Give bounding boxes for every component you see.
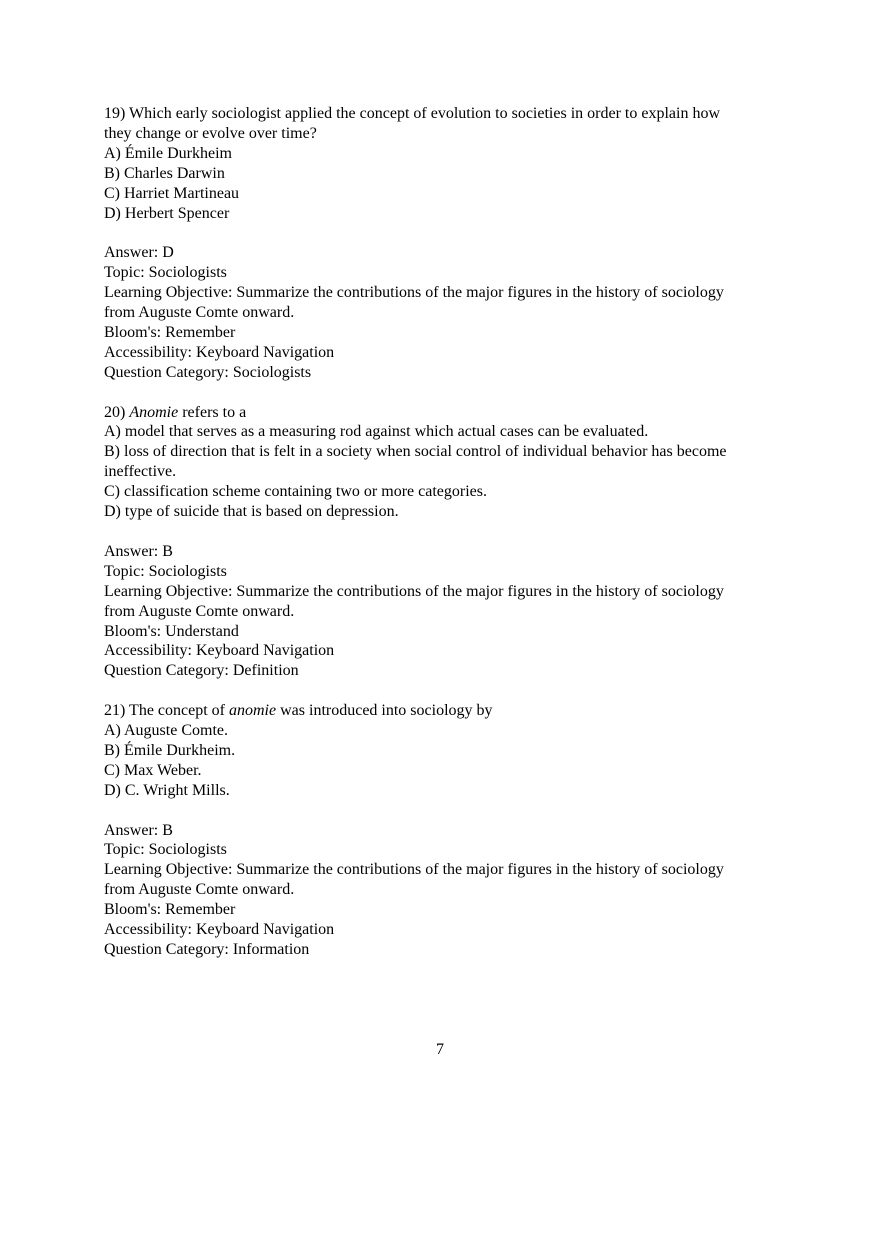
answer-option: D) Herbert Spencer bbox=[104, 204, 230, 222]
question-19-metadata bbox=[104, 243, 794, 382]
answer-option: A) Émile Durkheim bbox=[104, 144, 232, 162]
answer-option: B) loss of direction that is felt in a society when social control of individual behavior has become bbox=[104, 443, 727, 461]
learning-objective: Learning Objective: Summarize the contributions of the major figures in the history of sociology bbox=[104, 284, 724, 302]
blooms-level: Bloom's: Understand bbox=[104, 622, 239, 640]
question-20-metadata bbox=[104, 542, 794, 681]
answer-option: C) classification scheme containing two or more categories. bbox=[104, 483, 487, 501]
question-19 bbox=[104, 104, 794, 223]
question-stem: 19) Which early sociologist applied the concept of evolution to societies in order to explain how bbox=[104, 105, 720, 122]
answer-option: ineffective. bbox=[104, 463, 177, 481]
answer-option: B) Émile Durkheim. bbox=[104, 741, 236, 759]
question-stem: they change or evolve over time? bbox=[104, 124, 317, 142]
question-20 bbox=[104, 403, 794, 522]
accessibility: Accessibility: Keyboard Navigation bbox=[104, 921, 335, 939]
answer-option: C) Max Weber. bbox=[104, 761, 202, 779]
emphasized-term: anomie bbox=[229, 702, 277, 720]
topic: Topic: Sociologists bbox=[104, 841, 227, 859]
accessibility: Accessibility: Keyboard Navigation bbox=[104, 642, 335, 660]
learning-objective: from Auguste Comte onward. bbox=[104, 881, 295, 899]
question-category: Question Category: Information bbox=[104, 940, 310, 958]
blooms-level: Bloom's: Remember bbox=[104, 323, 236, 341]
question-stem: 20) Anomie refers to a bbox=[104, 403, 247, 421]
question-stem: 21) The concept of anomie was introduced into sociology by bbox=[104, 702, 493, 720]
emphasized-term: Anomie bbox=[129, 403, 179, 421]
accessibility: Accessibility: Keyboard Navigation bbox=[104, 343, 335, 361]
question-21-metadata bbox=[104, 821, 794, 960]
question-21 bbox=[104, 701, 794, 801]
answer-option: A) model that serves as a measuring rod against which actual cases can be evaluated. bbox=[104, 423, 649, 441]
answer-key: Answer: B bbox=[104, 821, 173, 839]
answer-option: D) type of suicide that is based on depression. bbox=[104, 503, 399, 521]
answer-option: D) C. Wright Mills. bbox=[104, 781, 230, 799]
document-body bbox=[104, 104, 794, 980]
page-number: 7 bbox=[436, 1041, 444, 1058]
learning-objective: Learning Objective: Summarize the contributions of the major figures in the history of sociology bbox=[104, 582, 724, 600]
topic: Topic: Sociologists bbox=[104, 562, 227, 580]
answer-key: Answer: B bbox=[104, 542, 173, 560]
answer-option: A) Auguste Comte. bbox=[104, 722, 228, 740]
learning-objective: from Auguste Comte onward. bbox=[104, 304, 295, 322]
learning-objective: from Auguste Comte onward. bbox=[104, 602, 295, 620]
learning-objective: Learning Objective: Summarize the contributions of the major figures in the history of sociology bbox=[104, 861, 724, 879]
blooms-level: Bloom's: Remember bbox=[104, 901, 236, 919]
question-category: Question Category: Sociologists bbox=[104, 363, 312, 381]
answer-key: Answer: D bbox=[104, 244, 174, 262]
question-category: Question Category: Definition bbox=[104, 662, 299, 680]
answer-option: C) Harriet Martineau bbox=[104, 184, 240, 202]
answer-option: B) Charles Darwin bbox=[104, 164, 225, 182]
topic: Topic: Sociologists bbox=[104, 264, 227, 282]
